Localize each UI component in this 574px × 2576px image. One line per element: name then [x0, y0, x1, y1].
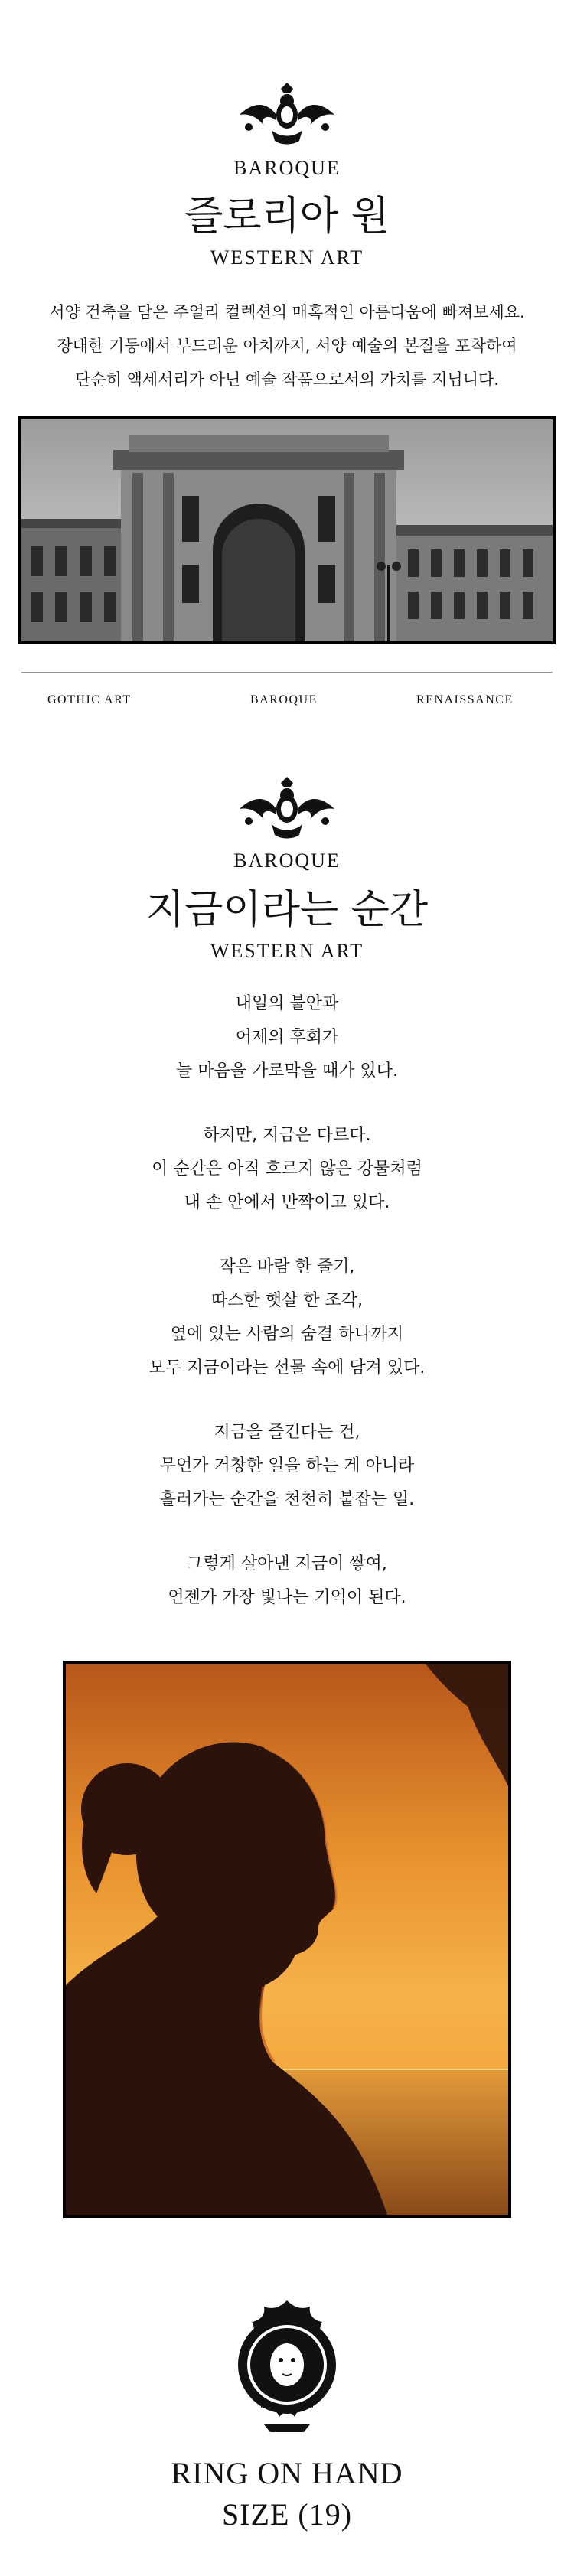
nav-item-gothic-art[interactable]: GOTHIC ART — [47, 693, 132, 706]
brand-name: BAROQUE — [233, 849, 341, 872]
poem-title: 지금이라는 순간 — [145, 887, 429, 933]
description-line: 서양 건축을 담은 주얼리 컬렉션의 매혹적인 아름다움에 빠져보세요. — [49, 303, 525, 321]
footer-ring-label: RING ON HAND — [171, 2456, 403, 2490]
footer-size-label: SIZE (19) — [221, 2497, 353, 2532]
architecture-image — [18, 416, 556, 644]
poem-line: 작은 바람 한 줄기, — [219, 1257, 355, 1277]
poem-line: 따스한 햇살 한 조각, — [211, 1291, 363, 1310]
baroque-arch-photo-icon — [21, 419, 553, 641]
poem-line: 언젠가 가장 빛나는 기억이 된다. — [168, 1588, 406, 1607]
baroque-crest-icon — [233, 777, 341, 841]
poem-line: 내일의 불안과 — [235, 994, 339, 1013]
sunset-portrait-image — [63, 1661, 511, 2218]
poem-line: 모두 지금이라는 선물 속에 담겨 있다. — [148, 1358, 426, 1378]
poem-line: 이 순간은 아직 흐르지 않은 강물처럼 — [152, 1159, 422, 1179]
subtitle: WESTERN ART — [210, 940, 364, 962]
subtitle: WESTERN ART — [210, 246, 364, 269]
category-nav — [0, 693, 574, 712]
stanza — [0, 1251, 574, 1385]
divider — [21, 672, 553, 673]
brand-name: BAROQUE — [233, 157, 341, 179]
poem-line: 내 손 안에서 반짝이고 있다. — [184, 1193, 390, 1212]
nav-item-renaissance[interactable]: RENAISSANCE — [416, 693, 514, 706]
stanza — [0, 1416, 574, 1517]
poem-line: 그렇게 살아낸 지금이 쌓여, — [187, 1554, 387, 1573]
description — [0, 295, 574, 396]
stanza — [0, 1547, 574, 1615]
nav-item-baroque[interactable]: BAROQUE — [250, 693, 318, 706]
description-line: 단순히 액세서리가 아닌 예술 작품으로서의 가치를 지닙니다. — [75, 370, 499, 389]
poem-line: 흘러가는 순간을 천천히 붙잡는 일. — [159, 1490, 415, 1509]
poem-line: 무언가 거창한 일을 하는 게 아니라 — [159, 1456, 415, 1475]
poem-line: 옆에 있는 사람의 숨결 하나까지 — [170, 1325, 404, 1344]
medusa-medallion-icon — [218, 2296, 356, 2434]
poem-line: 지금을 즐긴다는 건, — [214, 1423, 360, 1442]
poem-line: 어제의 후회가 — [235, 1028, 339, 1047]
description-line: 장대한 기둥에서 부드러운 아치까지, 서양 예술의 본질을 포착하여 — [57, 337, 517, 355]
stanza — [0, 1119, 574, 1220]
stanza — [0, 987, 574, 1088]
poem-line: 늘 마음을 가로막을 때가 있다. — [176, 1061, 398, 1081]
poem-line: 하지만, 지금은 다르다. — [203, 1126, 371, 1145]
baroque-crest-icon — [233, 83, 341, 147]
poem-body — [0, 987, 574, 1615]
sunset-woman-silhouette-photo-icon — [66, 1664, 508, 2215]
page-title: 즐로리아 원 — [184, 194, 390, 240]
